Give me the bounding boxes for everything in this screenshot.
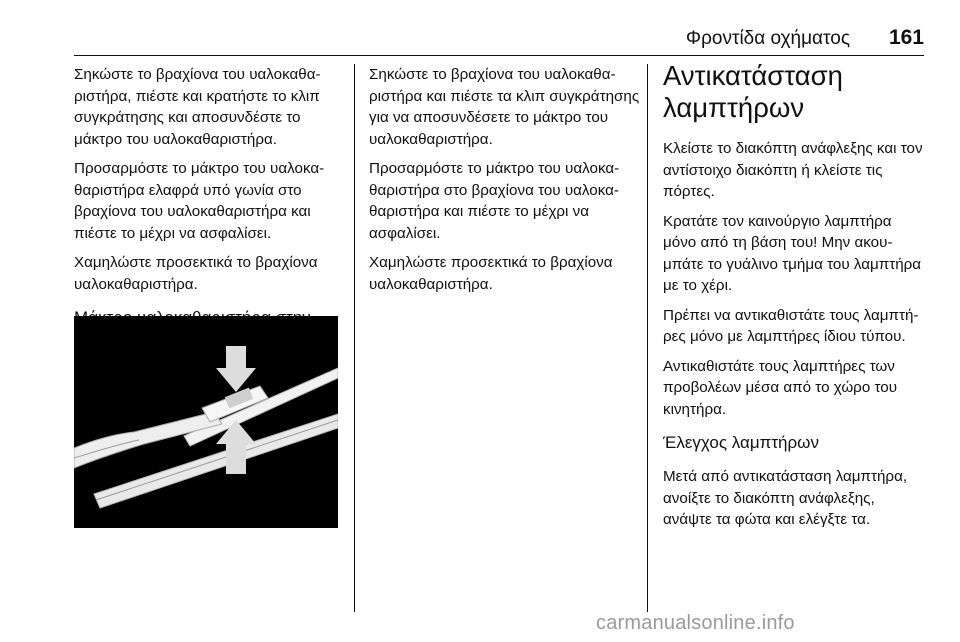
watermark: carmanualsonline.info	[596, 612, 795, 634]
header-rule	[74, 55, 924, 56]
paragraph: Κλείστε το διακόπτη ανάφλεξης και τον αντίστοιχο διακόπτη ή κλείστε τις πόρτες.	[663, 140, 923, 200]
column-3	[663, 60, 925, 539]
column-divider	[647, 64, 648, 612]
wiper-blade-clip-illustration	[74, 316, 338, 528]
wiper-blade-illustration	[74, 316, 338, 528]
paragraph: Αντικαθιστάτε τους λαμπτήρες των προβολέων μέσα από το χώρο του κινητήρα.	[663, 357, 898, 418]
paragraph: Κρατάτε τον καινούργιο λαμπτήρα μόνο από τη βάση του! Μην ακουμπάτε το γυάλινο τμήμα του λαμπτήρα με το χέρι.	[663, 212, 922, 294]
paragraph: Σηκώστε το βραχίονα του υαλοκαθαριστήρα και πιέστε τα κλιπ συγκράτησης για να αποσυνδέσετε το μάκτρο του υαλοκαθαριστήρα.	[369, 66, 640, 148]
section-title: Φροντίδα οχήματος	[685, 28, 850, 49]
paragraph: Προσαρμόστε το μάκτρο του υαλοκαθαριστήρα ελαφρά υπό γωνία στο βραχίονα του υαλοκαθαριστήρα και πιέστε το μέχρι να ασφαλίσει.	[74, 160, 325, 242]
page-header	[74, 22, 924, 52]
page-number: 161	[888, 26, 924, 49]
column-2	[369, 64, 641, 303]
paragraph: Σηκώστε το βραχίονα του υαλοκαθαριστήρα, πιέστε και κρατήστε το κλιπ συγκράτησης και αποσυνδέστε το μάκτρο του υαλοκαθαριστήρα.	[74, 66, 321, 148]
paragraph: Χαμηλώστε προσεκτικά το βραχίονα υαλοκαθαριστήρα.	[369, 254, 613, 293]
paragraph: Μετά από αντικατάσταση λαμπτήρα, ανοίξτε το διακόπτη ανάφλεξης, ανάψτε τα φώτα και ελέγξτε τα.	[663, 468, 908, 528]
column-divider	[354, 64, 355, 612]
paragraph: Πρέπει να αντικαθιστάτε τους λαμπτήρες μόνο με λαμπτήρες ίδιου τύπου.	[663, 306, 919, 345]
paragraph: Προσαρμόστε το μάκτρο του υαλοκαθαριστήρα στο βραχίονα του υαλοκαθαριστήρα και πιέστε το μέχρι να ασφαλίσει.	[369, 160, 620, 242]
paragraph: Χαμηλώστε προσεκτικά το βραχίονα υαλοκαθαριστήρα.	[74, 254, 318, 293]
subheading-bulk-check: Έλεγχος λαμπτήρων	[663, 433, 819, 452]
section-heading: Αντικατάσταση λαμπτήρων	[663, 60, 843, 123]
